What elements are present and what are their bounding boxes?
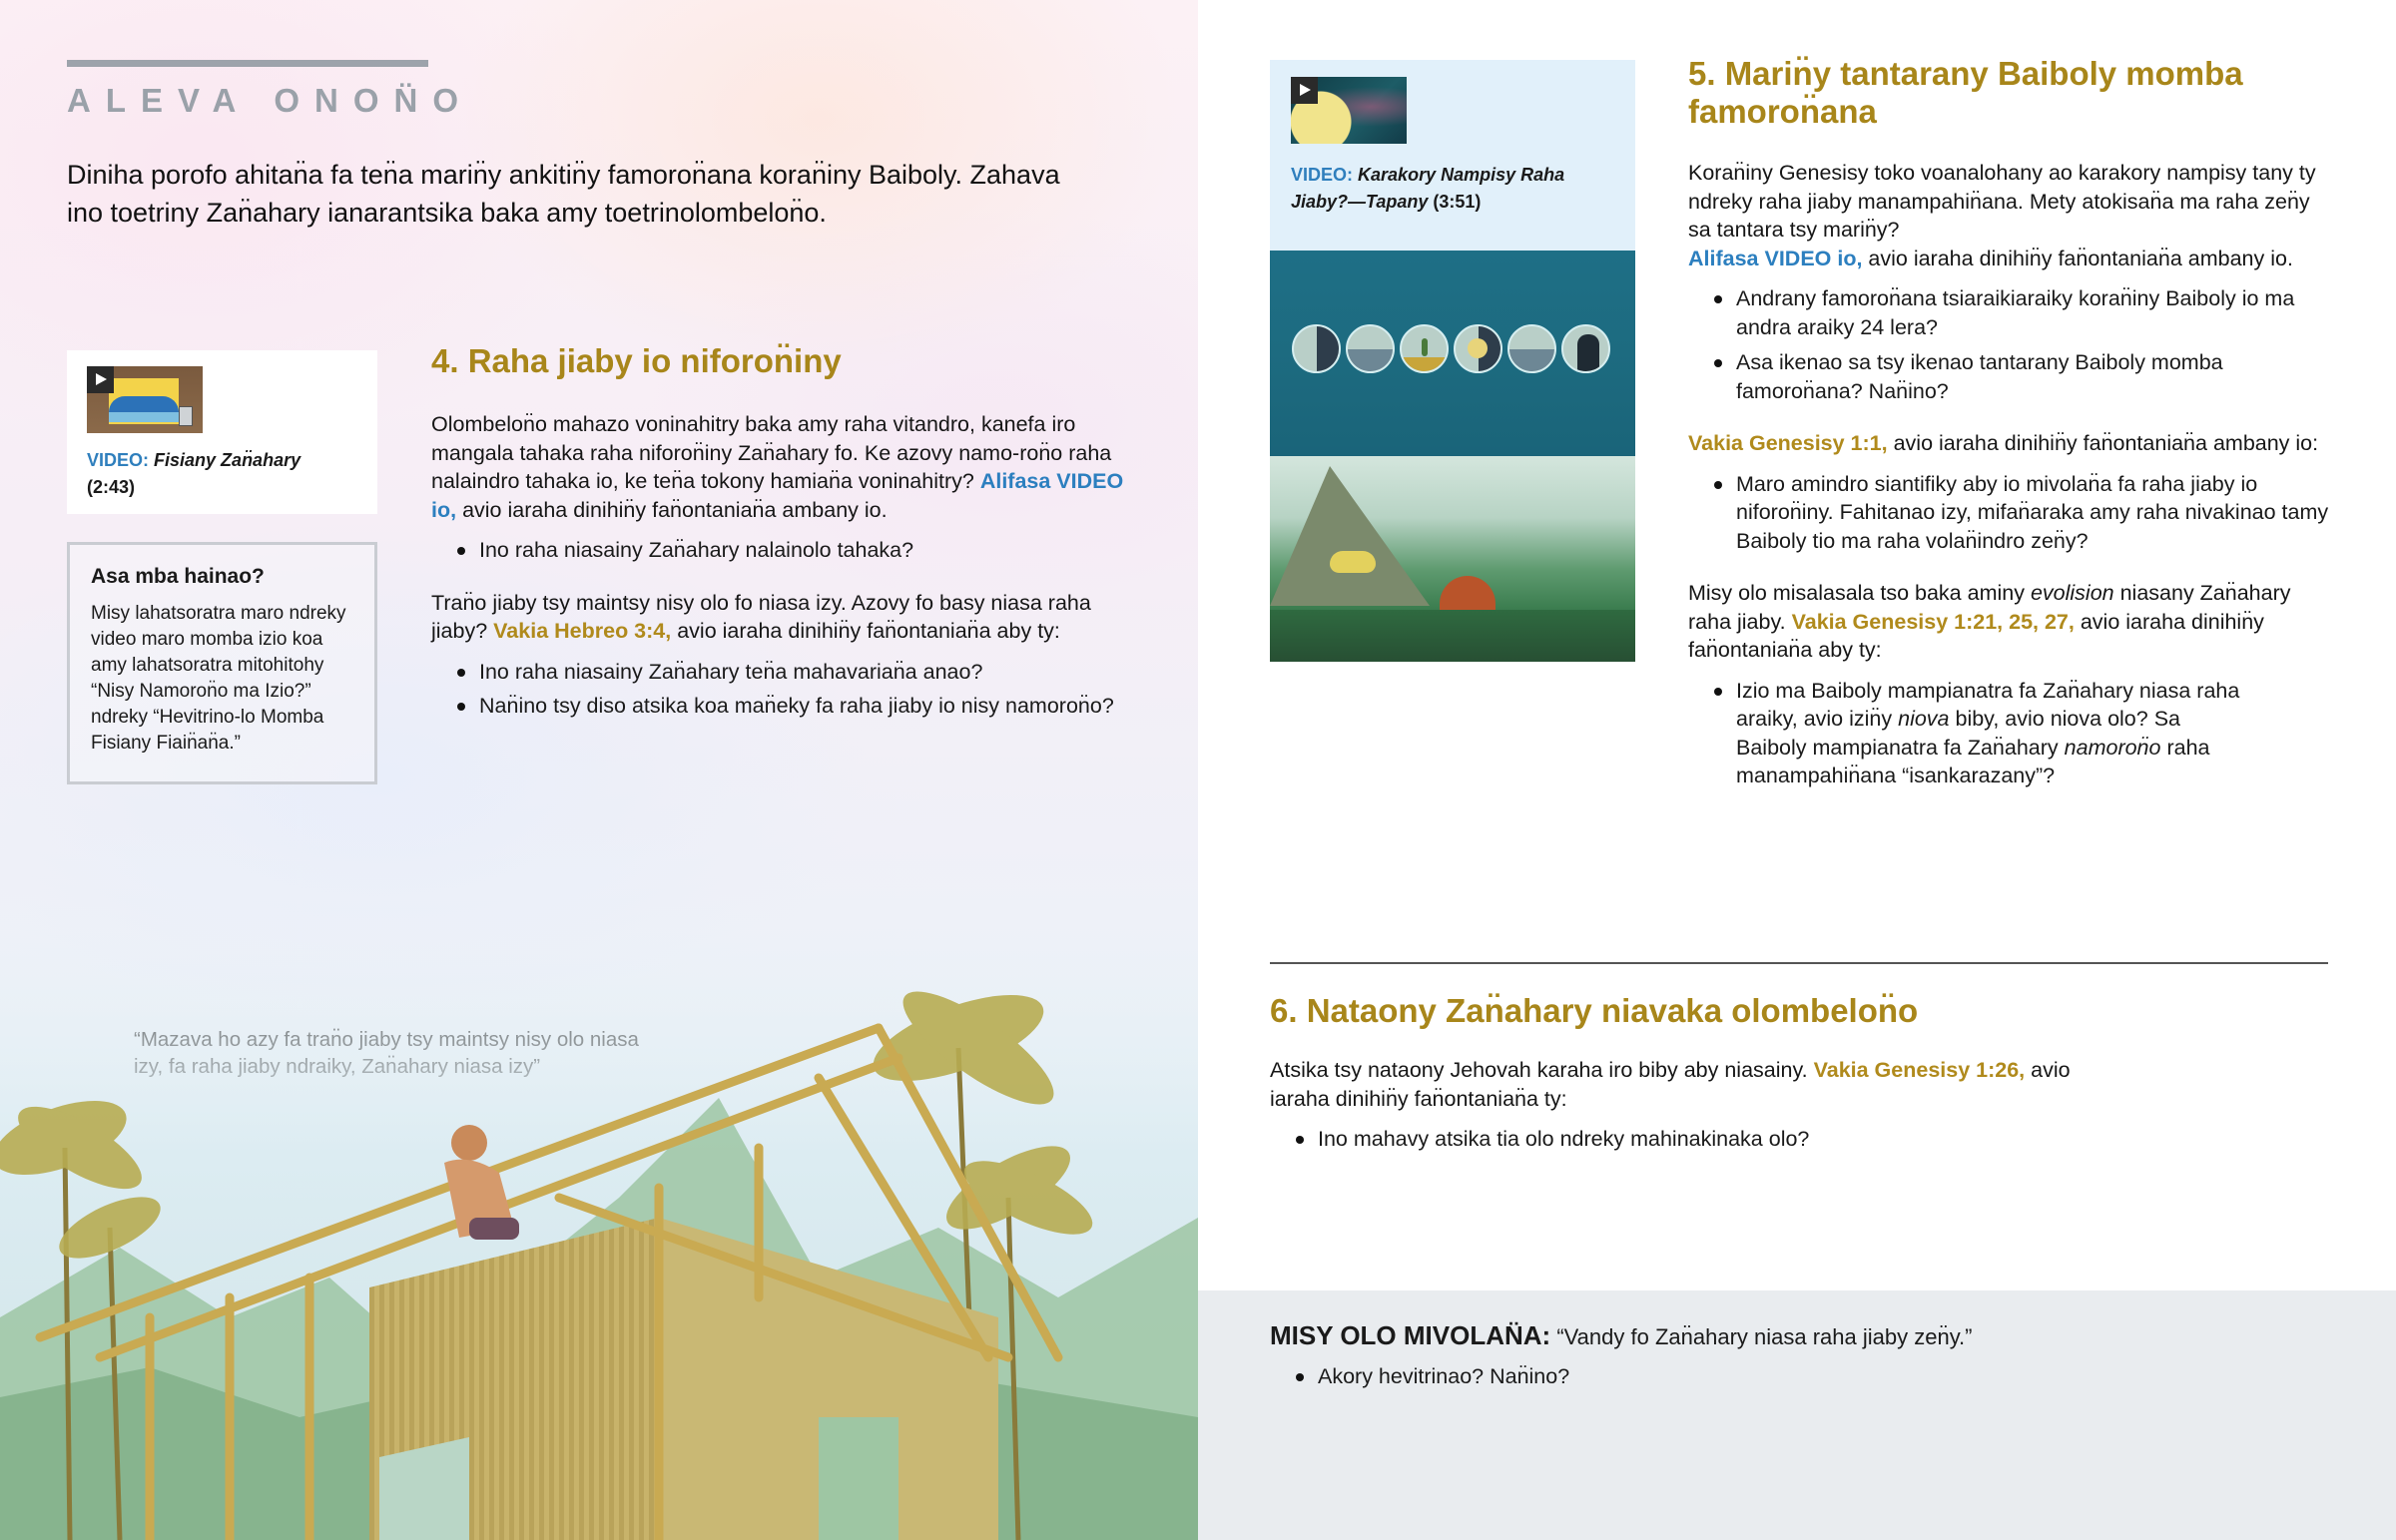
- play-icon[interactable]: [87, 366, 114, 393]
- section-5: [1688, 55, 2337, 790]
- paragraph-text: Atsika tsy nataony Jehovah karaha iro biby aby niasainy.: [1270, 1058, 1814, 1082]
- section-6: [1270, 992, 2328, 1154]
- video-duration: (2:43): [87, 477, 136, 497]
- section-6-questions: [1270, 1125, 2328, 1154]
- video-title: Fisiany Zan̈ahary: [154, 450, 301, 470]
- section-4-paragraph-1: [431, 410, 1130, 524]
- kicker-rule: [67, 60, 428, 67]
- section-4-questions-1: [431, 536, 1130, 565]
- section-divider: [1270, 962, 2328, 964]
- saying-label: MISY OLO MIVOLAN̈A:: [1270, 1320, 1551, 1350]
- day-3-plant-icon: [1400, 324, 1449, 373]
- video-duration: (3:51): [1433, 192, 1482, 212]
- emphasis-text: niova: [1898, 707, 1950, 731]
- question-item: Ino raha niasainy Zan̈ahary nalainolo tahaka?: [431, 536, 1130, 565]
- question-item: Akory hevitrinao? Nan̈ino?: [1270, 1362, 2324, 1391]
- thumb-calculator: [179, 406, 193, 426]
- question-text: raha manampahin̈ana “isankarazany”?: [1736, 735, 2210, 787]
- house-building-illustration: [0, 898, 1198, 1540]
- paragraph-text: Misy olo misalasala tso baka aminy: [1688, 581, 2031, 605]
- play-icon[interactable]: [1291, 77, 1318, 104]
- section-4-heading: 4. Raha jiaby io niforon̈iny: [431, 342, 842, 379]
- paragraph-text: avio iaraha dinihin̈y fan̈ontanian̈a ambany io:: [1887, 431, 2319, 455]
- day-6-human-icon: [1561, 324, 1610, 373]
- day-1-light-darkness-icon: [1292, 324, 1341, 373]
- video-card-fisiany[interactable]: [67, 350, 377, 514]
- video-label[interactable]: [1291, 162, 1614, 216]
- video-tag: VIDEO:: [1291, 165, 1354, 185]
- question-item: Andrany famoron̈ana tsiaraikiaraiky koran̈iny Baiboly io ma andra araiky 24 lera?: [1688, 284, 2337, 341]
- info-box-text: Misy lahatsoratra maro ndreky video maro momba izio koa amy lahatsoratra mitohitohy “Nisy Namoron̈o ma Izio?” ndreky “Hevitrino-lo Momba Fisiany Fiain̈an̈a.”: [91, 603, 346, 754]
- video-panel-creation[interactable]: [1270, 60, 1635, 662]
- scripture-link-genesis-1-1[interactable]: Vakia Genesisy 1:1,: [1688, 431, 1888, 455]
- emphasis-text: namoron̈o: [2064, 735, 2161, 760]
- emphasis-text: evolision: [2030, 581, 2114, 605]
- section-6-paragraph: [1270, 1056, 2089, 1113]
- garden-landscape-image: [1270, 456, 1635, 662]
- saying-questions: [1270, 1362, 2324, 1391]
- watch-video-link[interactable]: Alifasa VIDEO io,: [1688, 246, 1863, 270]
- section-4: [431, 342, 1130, 721]
- question-item: Ino mahavy atsika tia olo ndreky mahinakinaka olo?: [1270, 1125, 2328, 1154]
- some-people-say-box: [1198, 1290, 2396, 1540]
- video-label[interactable]: [87, 447, 357, 501]
- mountain: [1270, 466, 1430, 606]
- paragraph-text: avio iaraha dinihin̈y fan̈ontanian̈a ambany io.: [1862, 246, 2293, 270]
- creation-days-image: [1270, 251, 1635, 456]
- section-5-paragraph-2: [1688, 429, 2337, 458]
- paragraph-text: Olombelon̈o mahazo voninahitry baka amy raha vitandro, kanefa iro mangala tahaka raha niforon̈iny Zan̈ahary fo. Ke azovy namo-ron̈o raha nalaindro tahaka io, ke ten̈a tokony hamian̈a voninahitry?: [431, 412, 1112, 493]
- question-item: [1688, 677, 2247, 790]
- video-title: Karakory Nampisy Raha Jiaby?—Tapany: [1291, 165, 1565, 212]
- did-you-know-box: [67, 542, 377, 784]
- paragraph-text: Koran̈iny Genesisy toko voanalohany ao karakory nampisy tany ty ndreky raha jiaby manampahin̈ana. Mety atokisan̈a ma raha zen̈y sa tantara tsy marin̈y?: [1688, 161, 2316, 242]
- bird: [1330, 551, 1376, 573]
- day-2-waters-icon: [1346, 324, 1395, 373]
- paragraph-text: Tran̈o jiaby tsy maintsy nisy olo fo niasa izy. Azovy fo basy niasa raha jiaby?: [431, 590, 1091, 643]
- saying-line: [1270, 1318, 2324, 1354]
- section-6-heading: 6. Nataony Zan̈ahary niavaka olombelon̈o: [1270, 992, 1919, 1029]
- right-page: [1198, 0, 2396, 1540]
- creation-days-row: [1292, 324, 1610, 373]
- section-5-paragraph-1: [1688, 159, 2337, 272]
- thumb-hill: [109, 396, 179, 412]
- paragraph-text: avio iaraha dinihin̈y fan̈ontanian̈a ty:: [1270, 1058, 2071, 1111]
- question-text: biby, avio niova olo? Sa Baiboly mampianatra fa Zan̈ahary: [1736, 707, 2180, 760]
- section-4-questions-2: [431, 658, 1130, 721]
- info-box-title: Asa mba hainao?: [91, 565, 265, 588]
- grass: [1270, 610, 1635, 662]
- section-kicker: ALEVA ONON̈O: [67, 82, 474, 119]
- paragraph-text: niasany Zan̈ahary raha jiaby.: [1688, 581, 2291, 634]
- question-item: Asa ikenao sa tsy ikenao tantarany Baiboly momba famoron̈ana? Nan̈ino?: [1688, 348, 2337, 405]
- section-5-questions-3: [1688, 677, 2247, 790]
- thumb-grass: [109, 412, 179, 422]
- question-item: Nan̈ino tsy diso atsika koa man̈eky fa raha jiaby io nisy namoron̈o?: [431, 692, 1130, 721]
- section-5-heading: 5. Marin̈y tantarany Baiboly momba famoron̈ana: [1688, 55, 2243, 130]
- section-4-paragraph-2: [431, 589, 1130, 646]
- scripture-link-hebrews-3-4[interactable]: Vakia Hebreo 3:4,: [493, 619, 672, 643]
- section-5-questions-2: [1688, 470, 2337, 556]
- saying-quote: “Vandy fo Zan̈ahary niasa raha jiaby zen̈y.”: [1550, 1324, 1973, 1349]
- video-tag: VIDEO:: [87, 450, 150, 470]
- intro-paragraph: Diniha porofo ahitan̈a fa ten̈a marin̈y ankitin̈y famoron̈ana koran̈iny Baiboly. Zahava ino toetriny Zan̈ahary ianarantsika baka amy toetrinolombelon̈o.: [67, 160, 1060, 228]
- watch-video-link[interactable]: Alifasa VIDEO io,: [431, 469, 1124, 522]
- video-panel-header[interactable]: [1270, 60, 1635, 251]
- paragraph-text: avio iaraha dinihin̈y fan̈ontanian̈a aby ty:: [671, 619, 1060, 643]
- video-thumbnail[interactable]: [87, 366, 203, 433]
- day-4-sun-moon-icon: [1454, 324, 1502, 373]
- section-5-questions-1: [1688, 284, 2337, 405]
- question-item: Maro amindro siantifiky aby io mivolan̈a fa raha jiaby io niforon̈iny. Fahitanao izy, mifan̈araka amy raha nivakinao tamy Baiboly tio ma raha volan̈indro zen̈y?: [1688, 470, 2337, 556]
- question-item: Ino raha niasainy Zan̈ahary ten̈a mahavarian̈a anao?: [431, 658, 1130, 687]
- section-5-paragraph-3: [1688, 579, 2337, 665]
- day-5-bird-fish-icon: [1507, 324, 1556, 373]
- paragraph-text: avio iaraha dinihin̈y fan̈ontanian̈a aby ty:: [1688, 609, 2264, 662]
- scripture-link-genesis-1-21[interactable]: Vakia Genesisy 1:21, 25, 27,: [1791, 609, 2075, 634]
- paragraph-text: avio iaraha dinihin̈y fan̈ontanian̈a ambany io.: [456, 497, 888, 522]
- video-thumbnail[interactable]: [1291, 77, 1407, 144]
- question-text: Izio ma Baiboly mampianatra fa Zan̈ahary niasa raha araiky, avio izin̈y: [1736, 678, 2240, 731]
- scripture-link-genesis-1-26[interactable]: Vakia Genesisy 1:26,: [1813, 1058, 2026, 1082]
